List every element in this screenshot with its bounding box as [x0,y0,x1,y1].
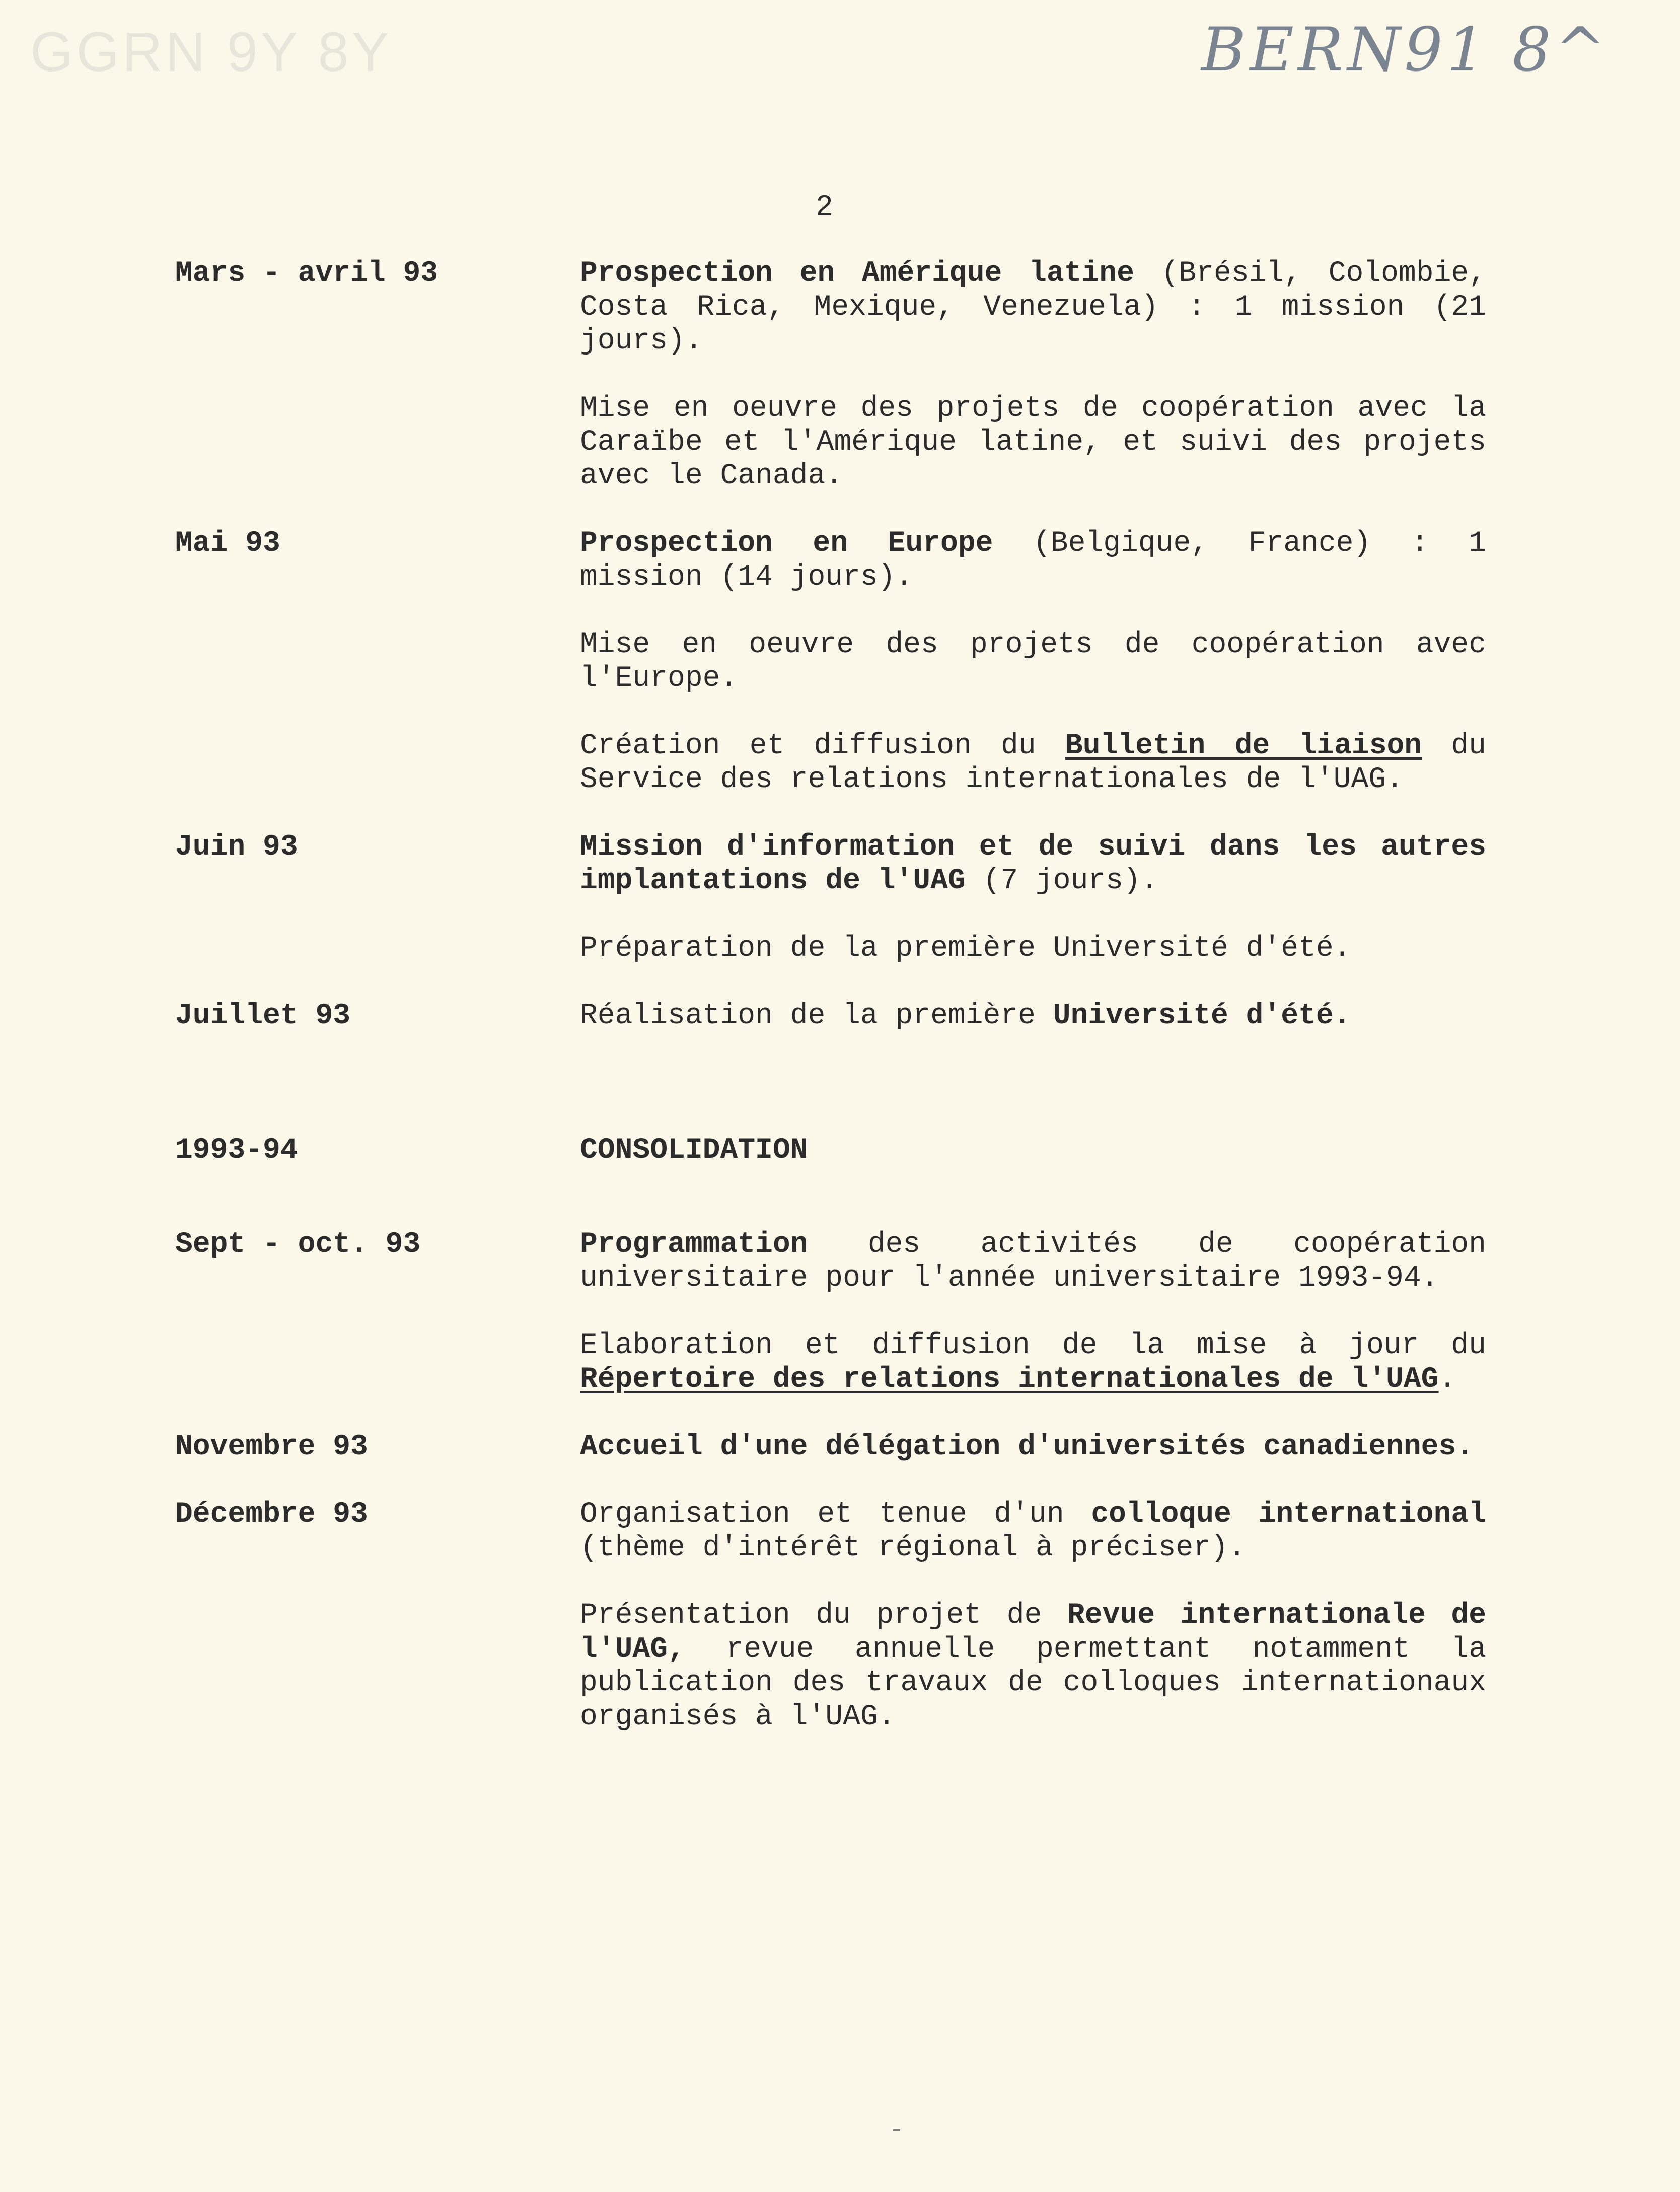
entry-date: Mai 93 [175,527,280,560]
handwritten-reference-note: BERN91 8^ [1201,15,1610,85]
entry-paragraph [580,830,1486,898]
text-run: Préparation de la première Université d'été. [580,932,1351,965]
entry-paragraph [580,1228,1486,1295]
entry-date: Mars - avril 93 [175,257,439,290]
page-mark [893,2129,900,2131]
entry-description [580,999,1486,1033]
schedule-entry [175,1430,1494,1464]
text-run: revue annuelle permettant notamment la publication des travaux de colloques internationaux organisés à l'UAG. [580,1633,1486,1733]
text-run: (thème d'intérêt régional à préciser). [580,1532,1246,1565]
entry-paragraph [580,1329,1486,1396]
entry-date: Décembre 93 [175,1498,368,1531]
text-run: Organisation et tenue d'un [580,1498,1091,1531]
schedule-entry [175,1134,1494,1167]
emphasized-text: Répertoire des relations internationales de l'UAG [580,1363,1439,1396]
text-run: Réalisation de la première [580,1000,1053,1032]
text-run: du Service des relations internationales de l'UAG. [580,730,1486,796]
entry-date: Juillet 93 [175,1000,351,1032]
text-run: des activités de coopération universitaire pour l'année universitaire 1993-94. [580,1228,1486,1295]
page-number: 2 [816,191,833,224]
schedule-entry [175,257,1494,493]
entry-paragraph [580,257,1486,358]
entry-paragraph [580,999,1486,1033]
emphasized-text: Prospection en Amérique latine [580,257,1134,290]
emphasized-text: colloque international [1091,1498,1486,1531]
emphasized-text: Université d'été. [1053,1000,1351,1032]
schedule-entry [175,1498,1494,1734]
entry-paragraph [580,392,1486,493]
text-run: (Belgique, France) : 1 mission (14 jours). [580,527,1486,594]
emphasized-text: Revue internationale de l'UAG, [580,1599,1487,1666]
emphasized-text: Bulletin de liaison [1065,730,1422,762]
entry-paragraph [580,628,1486,695]
emphasized-text: Mission d'information et de suivi dans les autres implantations de l'UAG [580,831,1486,897]
text-run: . [1438,1363,1456,1396]
entry-paragraph [580,1599,1486,1734]
text-run: (Brésil, Colombie, Costa Rica, Mexique, Venezuela) : 1 mission (21 jours). [580,257,1487,358]
emphasized-text: Accueil d'une délégation d'universités canadiennes. [580,1431,1474,1463]
entry-paragraph [580,729,1486,797]
schedule-entry [175,527,1494,797]
entry-paragraph [580,1430,1486,1464]
entry-description [580,830,1486,965]
text-run: Elaboration et diffusion de la mise à jour du [580,1329,1486,1362]
schedule-list [175,257,1494,1767]
schedule-entry [175,830,1494,965]
entry-paragraph [580,932,1486,965]
schedule-entry [175,999,1494,1033]
schedule-entry [175,1228,1494,1396]
entry-description [580,257,1486,493]
entry-date: Sept - oct. 93 [175,1228,421,1261]
entry-description [580,1228,1486,1396]
text-run: Mise en oeuvre des projets de coopération avec la Caraïbe et l'Amérique latine, et suivi des projets avec le Canada. [580,392,1486,492]
entry-paragraph [580,1134,1486,1167]
emphasized-text: Prospection en Europe [580,527,993,560]
emphasized-text: Programmation [580,1228,808,1261]
text-run: Création et diffusion du [580,730,1065,762]
entry-description [580,1430,1486,1464]
text-run: Mise en oeuvre des projets de coopération avec l'Europe. [580,628,1486,695]
entry-paragraph [580,527,1486,594]
entry-paragraph [580,1498,1486,1565]
entry-date: Novembre 93 [175,1431,368,1463]
entry-description [580,1134,1486,1167]
text-run: (7 jours). [965,865,1158,897]
faded-stamp: GGRN 9Y 8Y [30,21,392,83]
emphasized-text: CONSOLIDATION [580,1134,808,1167]
entry-date: 1993-94 [175,1134,298,1167]
entry-description [580,1498,1486,1734]
entry-description [580,527,1486,797]
text-run: Présentation du projet de [580,1599,1067,1632]
entry-date: Juin 93 [175,831,298,864]
